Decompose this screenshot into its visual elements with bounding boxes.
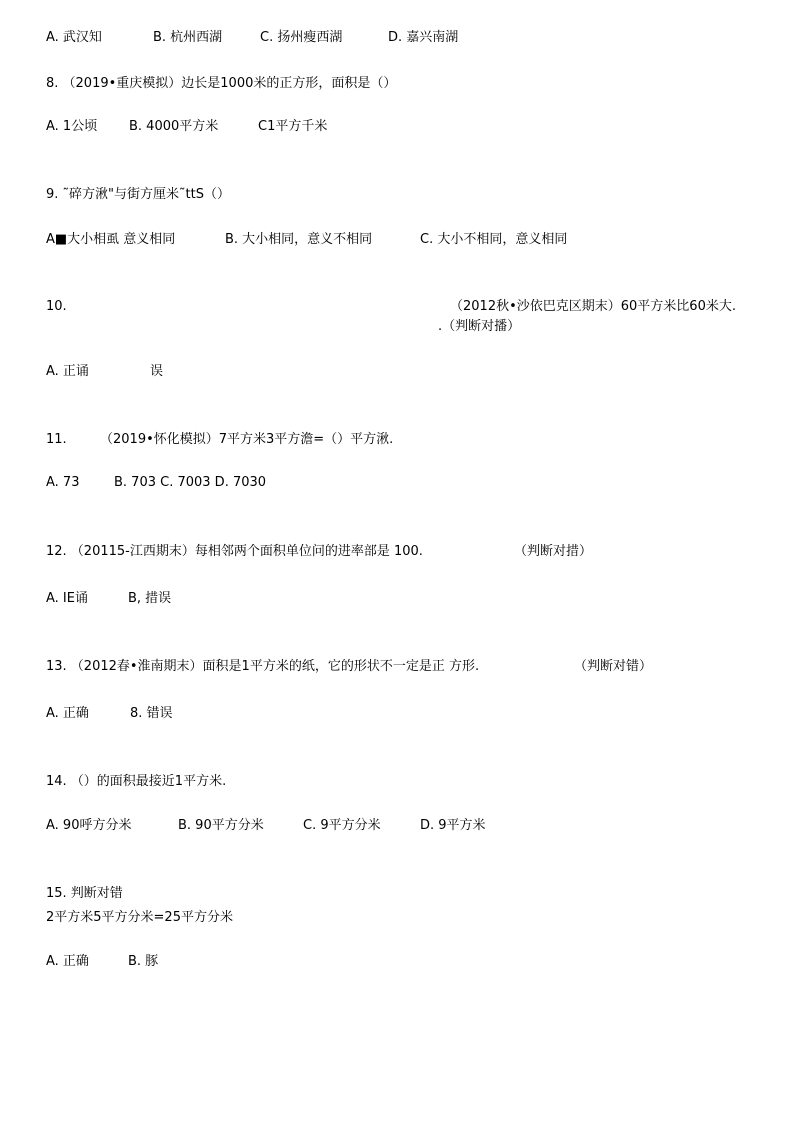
question-stem: （2019•怀化模拟）7平方米3平方澹=（）平方湫. (100, 432, 394, 447)
question-stem: （2012秋•沙依巴克区期末）60平方米比60米大. (450, 299, 736, 314)
option-d: D. 9平方米 (420, 818, 486, 833)
option-bcd: B. 703 C. 7003 D. 7030 (114, 475, 267, 490)
option-a: A. 正诵 (46, 364, 89, 379)
option-b: B. 豚 (128, 954, 159, 969)
question-equation: 2平方米5平方分米=25平方分米 (46, 910, 233, 925)
option-b: B. 杭州西湖 (153, 30, 223, 45)
question-stem: 8. （2019•重庆模拟）边长是1000米的正方形，面积是（） (46, 76, 397, 91)
option-a: A. 73 (46, 475, 80, 490)
option-b: B, 措误 (128, 591, 172, 606)
question-stem: 13. （2012春•淮南期末）面积是1平方米的纸，它的形状不一定是正 方形. (46, 659, 480, 674)
judge-tag: （判断对错） (574, 659, 653, 674)
judge-tag: （判断对措） (514, 544, 593, 559)
option-b: B. 4000平方米 (129, 119, 219, 134)
option-c: C1平方千米 (258, 119, 328, 134)
question-stem: 14. （）的面积最接近1平方米. (46, 774, 227, 789)
option-d: D. 嘉兴南湖 (388, 30, 459, 45)
question-stem: 15. 判断对错 (46, 886, 123, 901)
judge-tag: .（判断对播） (438, 319, 521, 334)
option-a: A. 1公顷 (46, 119, 98, 134)
question-stem: 9. ˜碎方湫"与街方厘米˜ttS（） (46, 187, 230, 202)
option-c: C. 9平方分米 (303, 818, 381, 833)
option-c: C. 扬州瘦西湖 (260, 30, 343, 45)
option-b: B. 大小相同，意义不相同 (225, 232, 373, 247)
question-stem: 12. （20115-江西期末）每相邻两个面积单位问的进率部是 100. (46, 544, 423, 559)
option-b: 误 (150, 364, 164, 379)
option-a: A. IE诵 (46, 591, 88, 606)
option-a: A. 正确 (46, 954, 89, 969)
option-b: 8. 错误 (130, 706, 173, 721)
option-c: C. 大小不相同，意义相同 (420, 232, 568, 247)
option-a: A. 武汉知 (46, 30, 102, 45)
option-a: A■大小相虱 意义相同 (46, 232, 176, 247)
question-number: 11. (46, 432, 67, 447)
option-b: B. 90平方分米 (178, 818, 264, 833)
option-a: A. 90呼方分米 (46, 818, 132, 833)
option-a: A. 正确 (46, 706, 89, 721)
question-number: 10. (46, 299, 67, 314)
